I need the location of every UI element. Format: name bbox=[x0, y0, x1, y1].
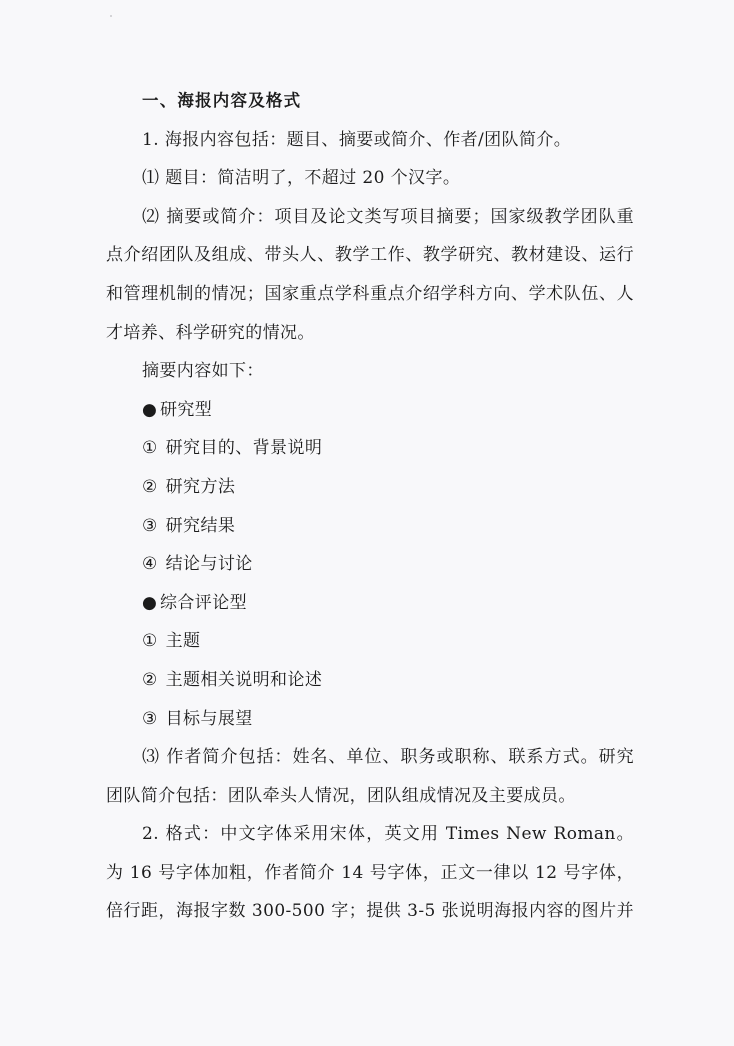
research-point-text: 研究结果 bbox=[165, 515, 236, 536]
review-point-text: 目标与展望 bbox=[165, 708, 253, 729]
item-2-line: 2. 格式：中文字体采用宋体，英文用 Times New Roman。 bbox=[142, 824, 634, 845]
research-point-text: 结论与讨论 bbox=[165, 554, 253, 575]
circled-number-marker: ② bbox=[142, 669, 158, 690]
research-point-text: 研究方法 bbox=[165, 476, 236, 497]
item-2-line: 倍行距，海报字数 300-500 字；提供 3-5 张说明海报内容的图片并 bbox=[106, 901, 634, 922]
review-point bbox=[106, 622, 634, 661]
circled-number-marker: ③ bbox=[142, 708, 158, 729]
review-point-text: 主题相关说明和论述 bbox=[165, 669, 323, 690]
circled-number-marker: ① bbox=[142, 438, 158, 459]
item-1-2-line: 点介绍团队及组成、带头人、教学工作、教学研究、教材建设、运行 bbox=[106, 245, 634, 266]
research-point bbox=[106, 468, 634, 507]
review-point bbox=[106, 700, 634, 739]
abstract-intro: 摘要内容如下： bbox=[142, 361, 264, 382]
item-1: 1. 海报内容包括：题目、摘要或简介、作者/团队简介。 bbox=[142, 129, 572, 150]
document-body bbox=[106, 82, 634, 931]
review-type-title: 综合评论型 bbox=[160, 592, 247, 613]
research-point bbox=[106, 545, 634, 584]
research-type-heading bbox=[106, 391, 634, 430]
research-type-title: 研究型 bbox=[160, 399, 213, 420]
research-point-text: 研究目的、背景说明 bbox=[165, 438, 323, 459]
circled-number-marker: ④ bbox=[142, 554, 158, 575]
item-1-2-line: ⑵ 摘要或简介：项目及论文类写项目摘要；国家级教学团队重 bbox=[142, 206, 634, 227]
research-point bbox=[106, 507, 634, 546]
review-point-text: 主题 bbox=[165, 631, 201, 652]
review-type-heading bbox=[106, 584, 634, 623]
research-point bbox=[106, 429, 634, 468]
bullet-icon: ● bbox=[142, 399, 158, 420]
item-1-3-line: 团队简介包括：团队牵头人情况，团队组成情况及主要成员。 bbox=[106, 785, 576, 806]
item-2-line: 为 16 号字体加粗，作者简介 14 号字体，正文一律以 12 号字体， bbox=[106, 862, 634, 883]
item-1-1-title-rule: ⑴ 题目：简洁明了，不超过 20 个汉字。 bbox=[142, 168, 461, 189]
review-point bbox=[106, 661, 634, 700]
item-1-3-line: ⑶ 作者简介包括：姓名、单位、职务或职称、联系方式。研究 bbox=[142, 747, 634, 768]
bullet-icon: ● bbox=[142, 592, 158, 613]
circled-number-marker: ② bbox=[142, 476, 158, 497]
circled-number-marker: ③ bbox=[142, 515, 158, 536]
item-1-2-line: 和管理机制的情况；国家重点学科重点介绍学科方向、学术队伍、人 bbox=[106, 283, 634, 304]
item-1-2-line: 才培养、科学研究的情况。 bbox=[106, 322, 315, 343]
paper-speck bbox=[110, 15, 112, 17]
circled-number-marker: ① bbox=[142, 631, 158, 652]
section-heading: 一、海报内容及格式 bbox=[142, 91, 302, 110]
